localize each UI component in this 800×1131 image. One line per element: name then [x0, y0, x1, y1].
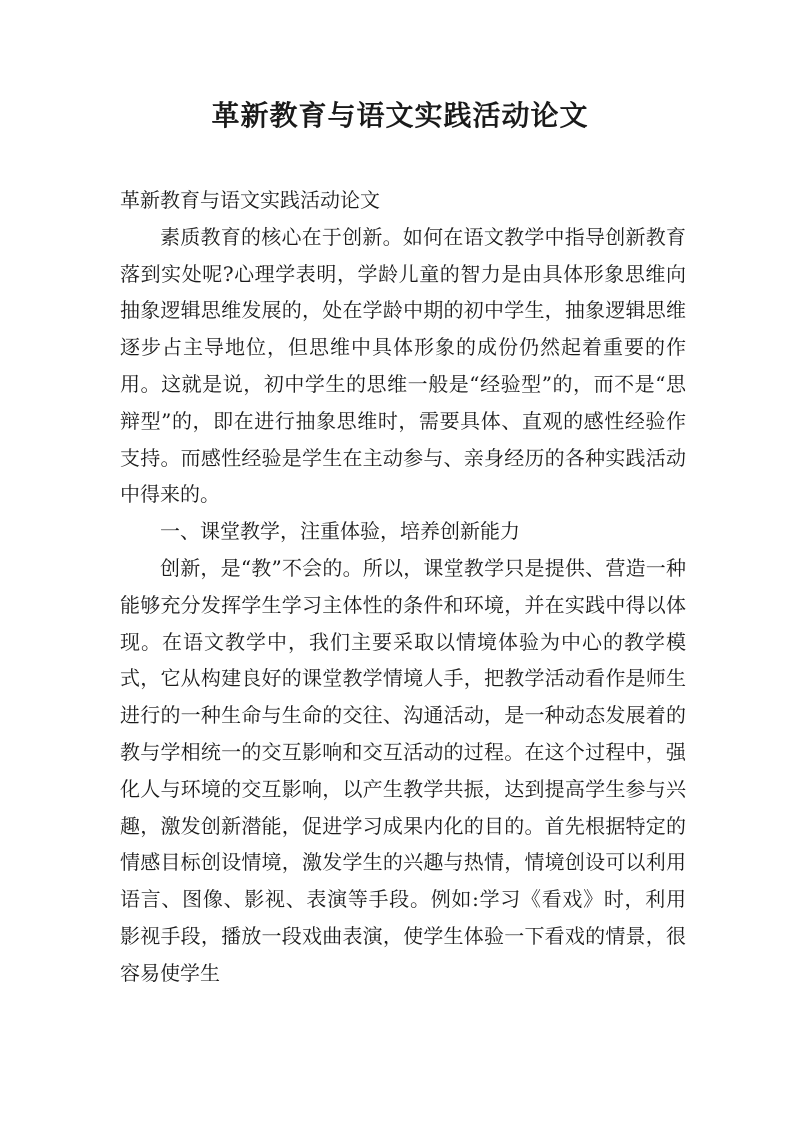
body-paragraph: 素质教育的核心在于创新。如何在语文教学中指导创新教育落到实处呢?心理学表明，学龄儿童的智力是由具体形象思维向抽象逻辑思维发展的，处在学龄中期的初中学生，抽象逻辑思维逐步占主导地位，但思维中具体形象的成份仍然起着重要的作用。这就是说，初中学生的思维一般是“经验型”的，而不是“思辩型”的，即在进行抽象思维时，需要具体、直观的感性经验作支持。而感性经验是学生在主动参与、亲身经历的各种实践活动中得来的。: [120, 224, 686, 507]
body-subtitle: 革新教育与语文实践活动论文: [120, 188, 380, 212]
document-title: 革新教育与语文实践活动论文: [211, 99, 589, 132]
body-paragraph: 创新，是“教”不会的。所以，课堂教学只是提供、营造一种能够充分发挥学生学习主体性的条件和环境，并在实践中得以体现。在语文教学中，我们主要采取以情境体验为中心的教学模式，它从构建良好的课堂教学情境人手，把教学活动看作是师生进行的一种生命与生命的交往、沟通活动，是一种动态发展着的教与学相统一的交互影响和交互活动的过程。在这个过程中，强化人与环境的交互影响，以产生教学共振，达到提高学生参与兴趣，激发创新潜能，促进学习成果内化的目的。首先根据特定的情感目标创设情境，激发学生的兴趣与热情，情境创设可以利用语言、图像、影视、表演等手段。例如:学习《看戏》时，利用影视手段，播放一段戏曲表演，使学生体验一下看戏的情景，很容易使学生: [120, 555, 686, 985]
section-heading: 一、课堂教学，注重体验，培养创新能力: [160, 519, 520, 544]
document-body: [120, 182, 686, 992]
